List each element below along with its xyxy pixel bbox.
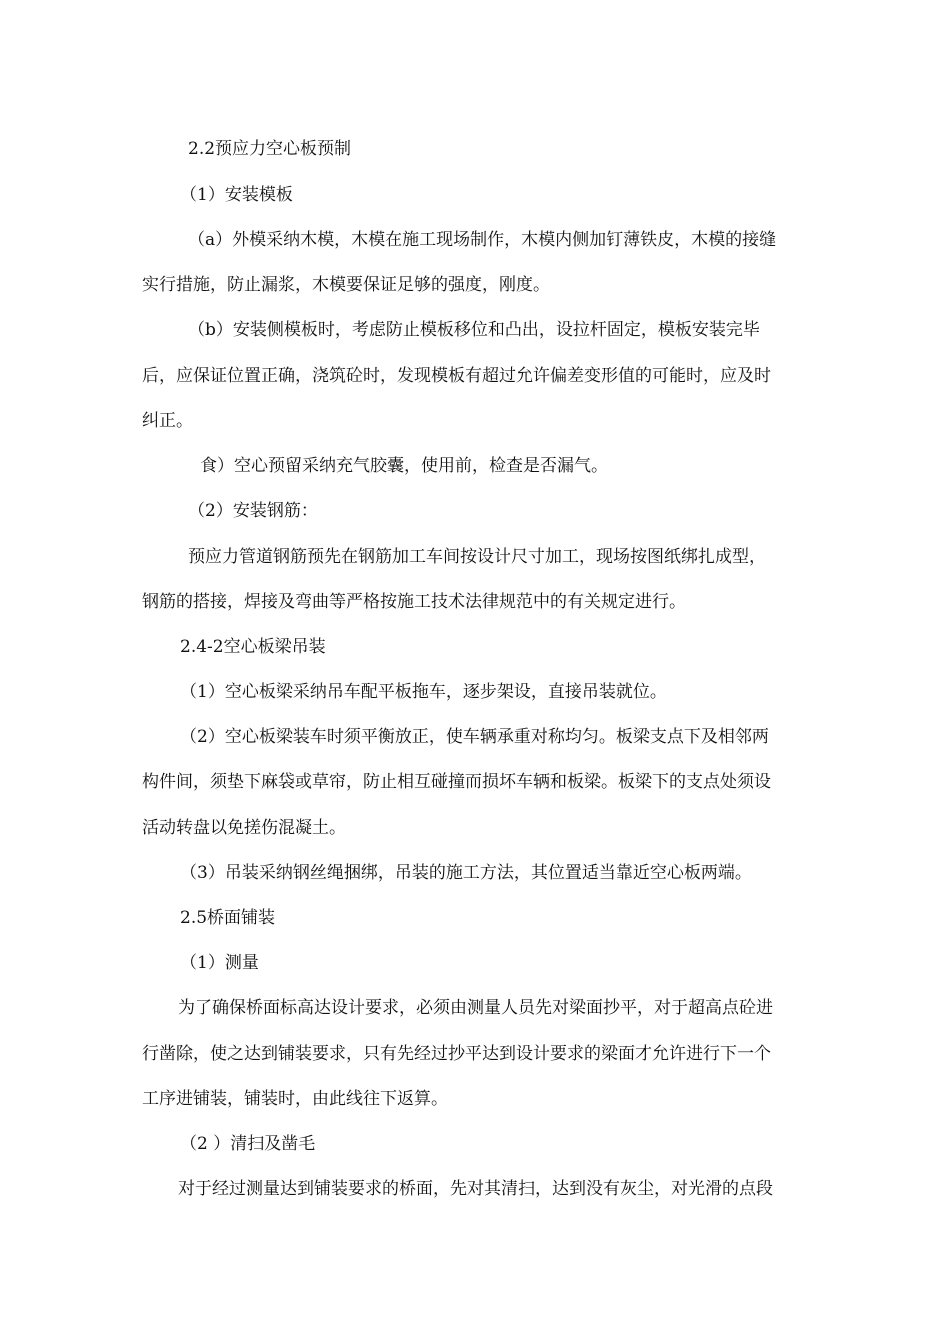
subheading: （2）安装钢筋： — [188, 501, 318, 521]
section-heading: 2.4-2空心板梁吊装 — [180, 637, 326, 657]
paragraph-line: （b）安装侧模板时，考虑防止模板移位和凸出，设拉杆固定，模板安装完毕 — [188, 320, 760, 340]
paragraph-line: 预应力管道钢筋预先在钢筋加工车间按设计尺寸加工，现场按图纸绑扎成型， — [188, 547, 766, 567]
paragraph-line: 工序进铺装，铺装时，由此线往下返算。 — [142, 1089, 448, 1109]
paragraph-line: 活动转盘以免搓伤混凝土。 — [142, 818, 346, 838]
subheading: （1）安装模板 — [180, 185, 293, 205]
paragraph-line: （3）吊装采纳钢丝绳捆绑，吊装的施工方法，其位置适当靠近空心板两端。 — [180, 863, 752, 883]
paragraph-line: （1）空心板梁采纳吊车配平板拖车，逐步架设，直接吊装就位。 — [180, 682, 667, 702]
paragraph-line: 纠正。 — [142, 411, 193, 431]
subheading: （1）测量 — [180, 953, 259, 973]
section-heading: 2.2预应力空心板预制 — [188, 139, 352, 159]
paragraph-line: 食）空心预留采纳充气胶囊，使用前，检查是否漏气。 — [200, 456, 608, 476]
paragraph-line: 为了确保桥面标高达设计要求，必须由测量人员先对梁面抄平，对于超高点砼进 — [178, 998, 773, 1018]
paragraph-line: 对于经过测量达到铺装要求的桥面，先对其清扫，达到没有灰尘，对光滑的点段 — [178, 1179, 773, 1199]
paragraph-line: 钢筋的搭接，焊接及弯曲等严格按施工技术法律规范中的有关规定进行。 — [142, 592, 686, 612]
paragraph-line: 实行措施，防止漏浆，木模要保证足够的强度，刚度。 — [142, 275, 550, 295]
subheading: （2 ）清扫及凿毛 — [180, 1134, 316, 1154]
paragraph-line: 行凿除，使之达到铺装要求，只有先经过抄平达到设计要求的梁面才允许进行下一个 — [142, 1044, 771, 1064]
paragraph-line: 后，应保证位置正确，浇筑砼时，发现模板有超过允许偏差变形值的可能时，应及时 — [142, 366, 771, 386]
paragraph-line: 构件间，须垫下麻袋或草帘，防止相互碰撞而损坏车辆和板梁。板梁下的支点处须设 — [142, 772, 771, 792]
paragraph-line: （2）空心板梁装车时须平衡放正，使车辆承重对称均匀。板梁支点下及相邻两 — [180, 727, 769, 747]
paragraph-line: （a）外模采纳木模，木模在施工现场制作，木模内侧加钉薄铁皮，木模的接缝 — [188, 230, 777, 250]
section-heading: 2.5桥面铺装 — [180, 908, 276, 928]
